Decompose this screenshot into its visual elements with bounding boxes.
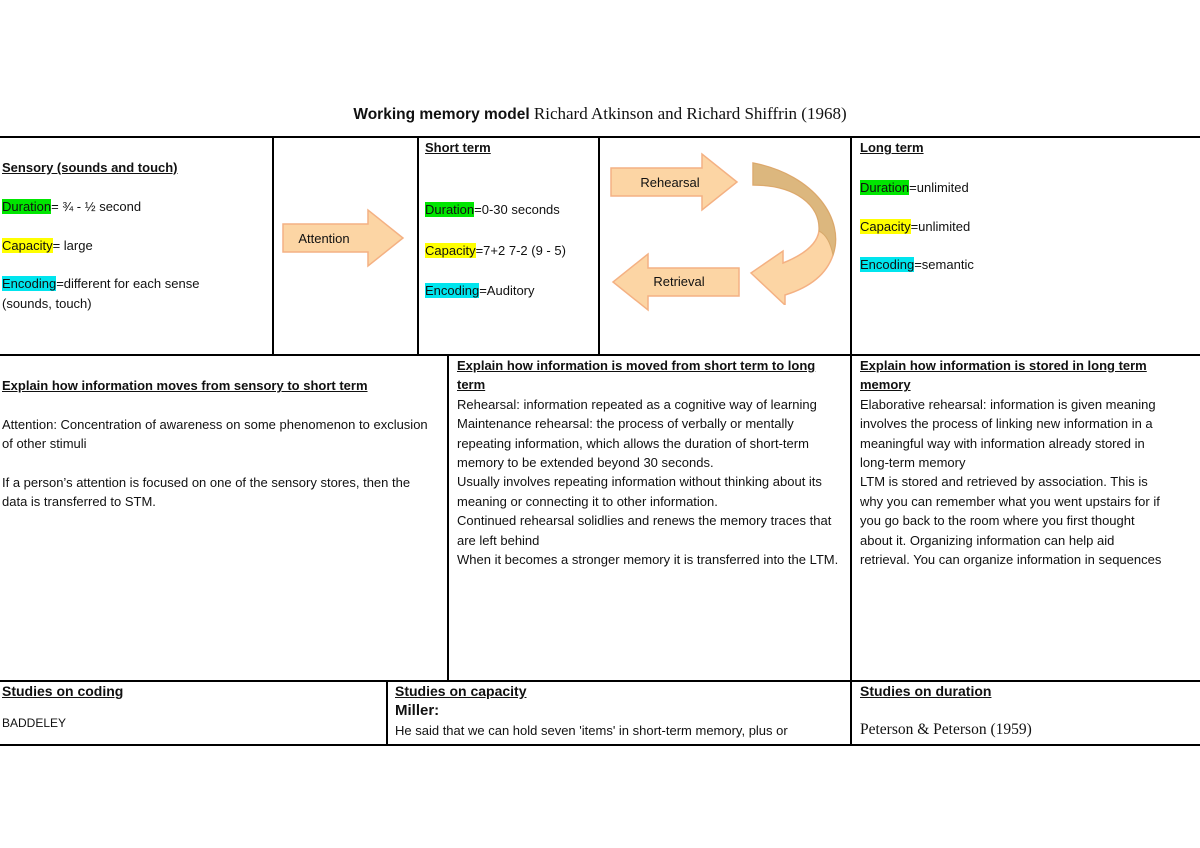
explain-sensory-heading: Explain how information moves from sensory to short term	[2, 378, 368, 393]
title-rest: Richard Atkinson and Richard Shiffrin (1968)	[529, 104, 847, 123]
attention-label: Attention	[298, 231, 350, 246]
long-term-encoding-value: =semantic	[914, 257, 974, 273]
studies-capacity-name: Miller:	[395, 702, 440, 720]
explain-sensory-p2: If a person’s attention is focused on one of the sensory stores, then the data is transferred to STM.	[2, 475, 411, 510]
rehearsal-label: Rehearsal	[640, 175, 700, 190]
explain-short-line: When it becomes a stronger memory it is transferred into the LTM.	[457, 552, 839, 568]
explain-long-line: LTM is stored and retrieved by association. This is why you can remember what you went upstairs for if you go back to the room where you first thought about it. Organizing information can help aid retrieval. You can organize information in sequences	[860, 474, 1162, 568]
explain-long-line: Elaborative rehearsal: information is given meaning	[860, 396, 1156, 412]
long-term-cell	[860, 138, 1190, 275]
sensory-cell	[2, 158, 270, 313]
studies-capacity-cell	[395, 682, 847, 740]
title-bold: Working memory model	[353, 106, 530, 123]
studies-capacity-text: He said that we can hold seven 'items' in short-term memory, plus or	[395, 722, 788, 738]
short-term-duration-value: =0-30 seconds	[474, 202, 560, 218]
long-term-capacity-value: =unlimited	[910, 218, 971, 234]
studies-duration-text: Peterson & Peterson (1959)	[860, 721, 1032, 739]
sensory-heading: Sensory (sounds and touch)	[2, 160, 178, 175]
long-term-heading: Long term	[860, 140, 924, 155]
long-term-capacity-key: Capacity	[860, 218, 911, 234]
studies-coding-cell	[2, 682, 382, 734]
long-term-encoding-key: Encoding	[860, 257, 915, 273]
explain-long-cell	[860, 356, 1166, 569]
long-term-duration-key: Duration	[860, 179, 910, 195]
sensory-capacity-value: = large	[52, 237, 93, 253]
short-term-encoding-value: =Auditory	[479, 283, 535, 298]
explain-short-heading: Explain how information is moved from short term to long term	[457, 358, 816, 393]
sensory-duration-value: = ¾ - ½ second	[51, 198, 142, 214]
explain-sensory-p1: Attention: Concentration of awareness on some phenomenon to exclusion of other stimuli	[2, 416, 428, 452]
long-term-duration-value: =unlimited	[909, 179, 969, 195]
explain-long-line: involves the process of linking new information in a meaningful way with information already stored in long-term memory	[860, 416, 1153, 471]
retrieval-label: Retrieval	[653, 274, 705, 289]
explain-short-cell	[457, 356, 841, 569]
explain-sensory-cell	[2, 376, 438, 512]
explain-short-line: Rehearsal: information repeated as a cognitive way of learning	[457, 396, 817, 412]
curved-return-arrow	[745, 155, 845, 305]
sensory-duration-key: Duration	[2, 198, 52, 214]
short-term-encoding-key: Encoding	[425, 283, 480, 298]
explain-short-line: Usually involves repeating information without thinking about its meaning or connecting it to other information.	[457, 474, 822, 509]
short-term-duration-key: Duration	[425, 202, 475, 218]
explain-long-heading: Explain how information is stored in long term memory	[860, 358, 1147, 393]
short-term-heading: Short term	[425, 140, 491, 155]
sensory-encoding-value: =different for each sense	[56, 276, 200, 292]
studies-duration-cell	[860, 682, 1190, 740]
sensory-capacity-key: Capacity	[2, 237, 53, 253]
explain-short-line: Maintenance rehearsal: the process of verbally or mentally repeating information, which allows the duration of short-term memory to be extended beyond 30 seconds.	[457, 416, 809, 471]
short-term-capacity-value: =7+2 7-2 (9 - 5)	[475, 242, 566, 258]
sensory-encoding-key: Encoding	[2, 276, 57, 292]
sensory-encoding-value-2: (sounds, touch)	[2, 295, 92, 311]
studies-duration-heading: Studies on duration	[860, 683, 992, 699]
short-term-cell	[425, 138, 595, 300]
short-term-capacity-key: Capacity	[425, 242, 476, 258]
studies-coding-text: BADDELEY	[2, 716, 67, 731]
studies-coding-heading: Studies on coding	[2, 683, 124, 699]
studies-capacity-heading: Studies on capacity	[395, 683, 527, 699]
explain-short-line: Continued rehearsal solidlies and renews the memory traces that are left behind	[457, 513, 832, 548]
page-title	[0, 104, 1200, 124]
